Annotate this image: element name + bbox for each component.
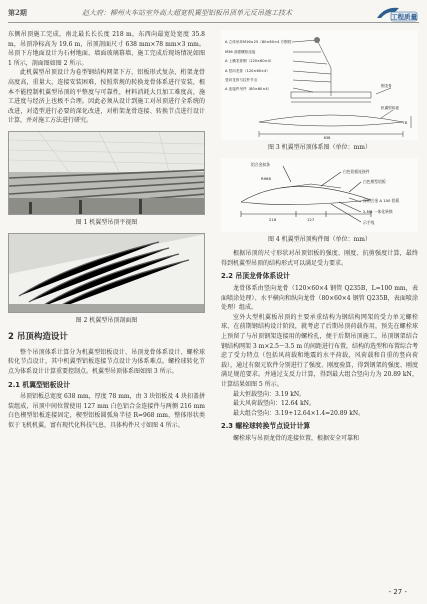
svg-text:工程质量: 工程质量 [391, 13, 417, 21]
figure-1-photo [8, 131, 205, 215]
fig3-dim: 638 [323, 136, 331, 140]
fig4-label: 深铝合金 A 100 铝板 [363, 197, 400, 203]
fig3-label: A 上横龙骨钢（120×60×4） [225, 59, 274, 63]
right-column [221, 30, 418, 443]
load-line: 最大风荷载竖向：12.64 kN。 [233, 400, 315, 408]
fig4-label: 示手线 [363, 219, 375, 225]
paragraph: 根据吊顶的尺寸形状对吊顶铝板的强度、刚度、抗剪强度计算，最终得到机翼型吊顶的结构形式可以满足受力要求。 [221, 250, 418, 267]
fig4-label: 白色楔型铝板 [363, 178, 386, 184]
paragraph: 整个吊顶体系计算分为机翼型铝板设计、吊顶龙骨体系设计、螺栓球转化节点设计，其中机翼型铝板连接节点设计为体系难点。螺栓球转化节点为体系设计计算重要控制点。机翼型吊顶体系图如图 3 所示。 [8, 348, 205, 375]
load-line: 最大组合竖向：3.19+12.64×1.4=20.89 kN。 [233, 409, 365, 417]
paragraph: 东侧吊顶施工完成，南北最长长长度 218 m，东西向最宽处宽度 35.8 m，吊顶净标高为 19.6 m，吊顶剖面尺寸 638 mm×78 mm×3 mm。吊顶下方地面设计为石材地面，墙面玻璃幕墙，施工完成后现场情况如图 1 所示，剖面图如图 2 所示。 [8, 31, 205, 67]
fig3-label: A 立体吊环M16×25（80×60×4 方钢管） [225, 40, 295, 44]
issue-number: 第2期 [8, 8, 27, 17]
fig4-label: 2-M8 一体化转换 [363, 208, 393, 214]
page-header [8, 6, 419, 23]
fig3-dim: 78 [402, 121, 407, 125]
fig3-label: A 连接件吊件（80×60×4） [225, 87, 272, 91]
figure-3-diagram [221, 30, 418, 140]
paragraph: 龙骨体系由竖向龙骨（120×60×4 钢管 Q235B，L=100 mm，表面喷涂处理）、水平横向和纵向龙骨（80×60×4 钢管 Q235B，表面喷涂处理）组成。 [221, 284, 418, 312]
figure-4-diagram [221, 158, 418, 232]
fig4-dim: 216 [269, 216, 277, 222]
figure-4-caption: 图 4 机翼型吊顶构件图（单位：mm） [267, 235, 371, 243]
paragraph: 此机翼型吊顶设计为卷型钢结构网架下方，铝板形式复杂，桁架龙骨高度高，重量大，连接安装困难，按照常规的转换龙骨体系进行安装，根本不能控制机翼型吊顶的平整度与可靠性，材料消耗大且加工难度高，施工进度与经济上也极不合理。因此必须从设计到施工对吊顶进行全系统的改进，对造型进行必要的深化改进，对桁架龙骨连接、转换节点进行设计计算，并对施工方法进行研究。 [8, 69, 205, 125]
load-line: 最大恒载竖向：3.19 kN。 [233, 390, 306, 398]
section-2-2-heading: 2.2 吊顶龙骨体系设计 [221, 272, 290, 281]
fig3-label: 机翼型铝板 [381, 106, 399, 110]
left-column [8, 30, 205, 430]
paragraph: 螺栓球与吊顶龙骨的连接位置，根据安全可靠和 [233, 434, 360, 442]
fig4-dim: R968 [261, 175, 271, 181]
fig4-label: 白色铝板连接件 [343, 168, 370, 174]
fig4-label: 铝合金扣条 [251, 161, 270, 167]
section-2-heading: 2 吊顶构造设计 [8, 332, 68, 343]
fig4-dim: 127 [307, 216, 315, 222]
figure-2-caption: 图 2 机翼型吊顶剖面图 [75, 316, 138, 324]
paragraph: 室外大型机翼板吊顶的主要承重结构为钢结构网架的受力单元螺栓球，在前期钢结构设计阶段，就考虑了后期吊顶荷载作用，预先在螺栓球上预留了与吊顶钢架连接用的螺栓孔，便于后期吊顶施工，吊顶钢架结合钢结构网架 3 m×2.5～3.5 m 的间距进行布置，结构的选型和布置综合考虑了受力特点（包括风荷载和地震的水平荷载，风荷载和自重的竖向荷载），通过有限元软件分别进行了强度、刚度验算，得到钢架的强度、刚度满足规范要求。并通过支反力计算，得到最大组合竖向力为 20.89 kN，计算结果如图 5 所示。 [221, 313, 418, 388]
fig3-label: A 竖向龙骨（120×60×4） [225, 69, 270, 73]
section-2-3-heading: 2.3 螺栓球转换节点设计计算 [221, 422, 311, 431]
fig3-label: 竖向龙骨与拉杆节点 [225, 78, 258, 82]
figure-1-caption: 图 1 机翼型吊顶平视图 [75, 218, 138, 226]
fig3-label: 钢龙骨 [381, 84, 392, 88]
journal-logo [375, 4, 419, 22]
paragraph: 吊顶铝板总宽度 638 mm，厚度 78 mm，由 3 块铝板及 4 块扣盖拼装组成，吊顶中间位置使用 127 mm 白色铝合金连接件与两侧 216 mm 白色楔型铝板连接固定，楔型铝板圆弧角半径 R=968 mm，整体形状类似于飞机机翼，富有现代化科技气息，具体构件尺寸如图 4 所示。 [8, 393, 205, 429]
figure-3-caption: 图 3 机翼型吊顶体系图（单位：mm） [267, 144, 371, 151]
figure-2-photo [8, 233, 205, 313]
fig3-label: M36 高强螺栓连接 [225, 50, 256, 54]
section-2-1-heading: 2.1 机翼型铝板设计 [8, 380, 70, 389]
running-title: 赵大府：柳州火车站室外高大超宽机翼型铝板吊顶单元反吊施工技术 [82, 9, 292, 17]
page-number: - 27 - [388, 588, 407, 596]
